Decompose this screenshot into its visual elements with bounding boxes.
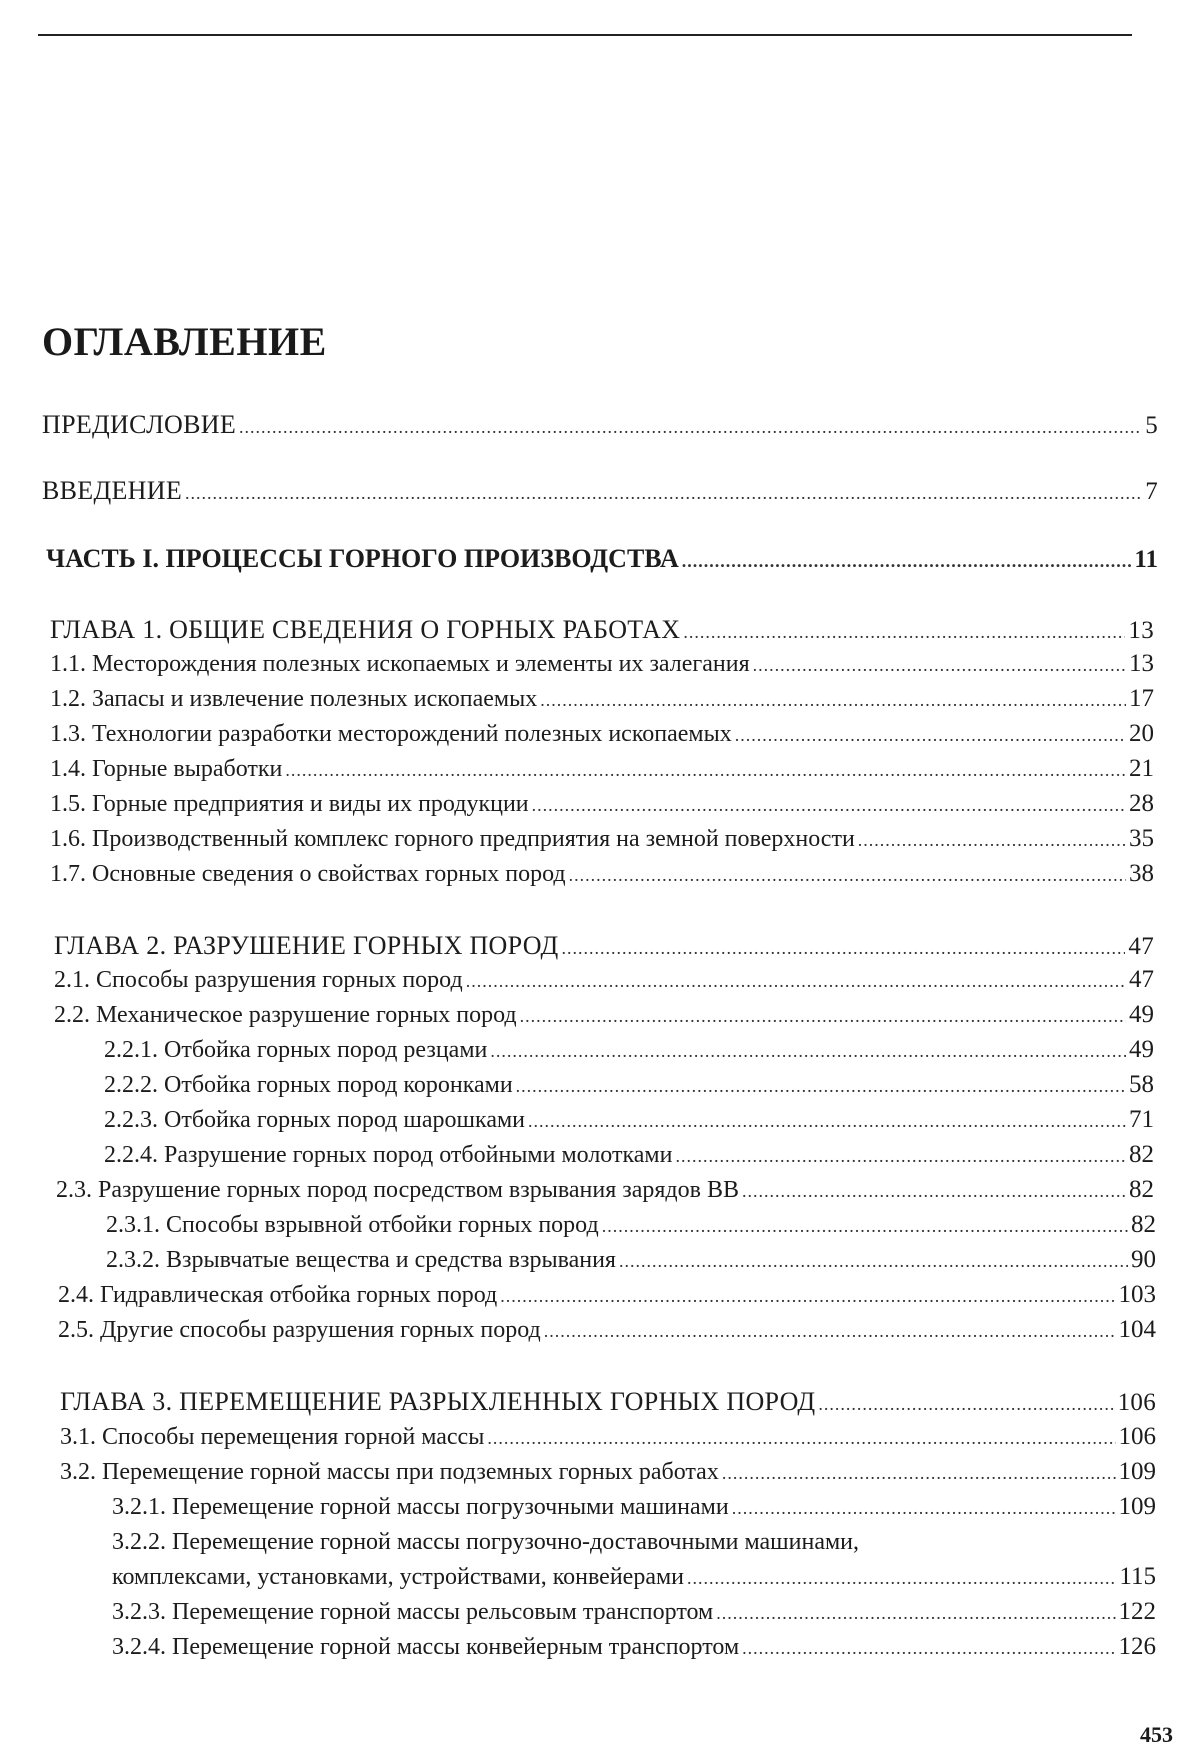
dot-leader — [683, 617, 1125, 647]
toc-page: 122 — [1119, 1597, 1157, 1627]
toc-page: 103 — [1119, 1280, 1157, 1310]
toc-entry-subsection[interactable] — [104, 1140, 1154, 1171]
dot-leader — [490, 1036, 1126, 1066]
dot-leader — [687, 1563, 1116, 1593]
dot-leader — [516, 1071, 1126, 1101]
toc-entry-section[interactable] — [58, 1280, 1156, 1311]
dot-leader — [185, 478, 1142, 508]
dot-leader — [753, 650, 1126, 680]
toc-label: 2.2.4. Разрушение горных пород отбойными молотками — [104, 1140, 672, 1170]
toc-page: 11 — [1134, 545, 1158, 575]
toc-entry-subsection[interactable] — [112, 1562, 1156, 1593]
toc-entry-section[interactable] — [54, 965, 1154, 996]
toc-page: 106 — [1119, 1422, 1157, 1452]
dot-leader — [239, 412, 1142, 442]
dot-leader — [735, 720, 1126, 750]
dot-leader — [466, 966, 1126, 996]
toc-page: 82 — [1131, 1210, 1156, 1240]
toc-page: 17 — [1129, 684, 1154, 714]
toc-label: 1.7. Основные сведения о свойствах горных пород — [50, 859, 566, 889]
dot-leader — [500, 1281, 1115, 1311]
dot-leader — [858, 825, 1126, 855]
toc-entry-section[interactable] — [50, 789, 1154, 820]
toc-entry-subsection[interactable] — [112, 1597, 1156, 1628]
toc-page: 47 — [1129, 965, 1154, 995]
toc-label: ГЛАВА 3. ПЕРЕМЕЩЕНИЕ РАЗРЫХЛЕННЫХ ГОРНЫХ ПОРОД — [60, 1387, 815, 1417]
toc-label: 1.6. Производственный комплекс горного предприятия на земной поверхности — [50, 824, 855, 854]
toc-entry-section[interactable] — [50, 859, 1154, 890]
toc-label: ГЛАВА 2. РАЗРУШЕНИЕ ГОРНЫХ ПОРОД — [54, 931, 559, 961]
dot-leader — [562, 933, 1126, 963]
toc-entry-part1[interactable] — [46, 544, 1158, 576]
toc-label: 1.4. Горные выработки — [50, 754, 282, 784]
toc-page: 13 — [1129, 649, 1154, 679]
toc-entry-section[interactable] — [56, 1175, 1154, 1206]
toc-entry-ch2[interactable] — [54, 931, 1154, 963]
dot-leader — [532, 790, 1126, 820]
toc-label: 2.2. Механическое разрушение горных пород — [54, 1000, 517, 1030]
dot-leader — [285, 755, 1126, 785]
toc-entry-ch3[interactable] — [60, 1387, 1156, 1419]
dot-leader — [520, 1001, 1126, 1031]
toc-label: 2.3.1. Способы взрывной отбойки горных пород — [106, 1210, 599, 1240]
dot-leader — [742, 1633, 1115, 1663]
toc-label: 2.1. Способы разрушения горных пород — [54, 965, 463, 995]
toc-entry-preface[interactable] — [42, 410, 1158, 442]
toc-label: 2.3. Разрушение горных пород посредством взрывания зарядов ВВ — [56, 1175, 739, 1205]
dot-leader — [818, 1389, 1114, 1419]
toc-page: 58 — [1129, 1070, 1154, 1100]
toc-label: 3.2. Перемещение горной массы при подземных горных работах — [60, 1457, 719, 1487]
top-rule — [38, 34, 1132, 36]
toc-page: 109 — [1119, 1457, 1157, 1487]
toc-page: 38 — [1129, 859, 1154, 889]
toc-page: 35 — [1129, 824, 1154, 854]
dot-leader — [487, 1423, 1115, 1453]
toc-label: 3.2.1. Перемещение горной массы погрузочными машинами — [112, 1492, 729, 1522]
toc-page: 106 — [1118, 1388, 1156, 1418]
dot-leader — [716, 1598, 1115, 1628]
toc-entry-subsection[interactable] — [104, 1105, 1154, 1136]
toc-page: 20 — [1129, 719, 1154, 749]
toc-page: 126 — [1119, 1632, 1157, 1662]
dot-leader — [602, 1211, 1128, 1241]
toc-page: 49 — [1129, 1000, 1154, 1030]
toc-page: 5 — [1145, 411, 1158, 441]
toc-page: 104 — [1119, 1315, 1157, 1345]
toc-entry-section[interactable] — [50, 684, 1154, 715]
toc-label: комплексами, установками, устройствами, конвейерами — [112, 1562, 684, 1592]
dot-leader — [619, 1246, 1128, 1276]
page-number: 453 — [1140, 1722, 1173, 1748]
toc-entry-section[interactable] — [50, 649, 1154, 680]
toc-page: 49 — [1129, 1035, 1154, 1065]
toc-label: ПРЕДИСЛОВИЕ — [42, 410, 236, 440]
dot-leader — [732, 1493, 1116, 1523]
toc-label: 2.4. Гидравлическая отбойка горных пород — [58, 1280, 497, 1310]
toc-label: ВВЕДЕНИЕ — [42, 476, 182, 506]
toc-label: 2.2.3. Отбойка горных пород шарошками — [104, 1105, 525, 1135]
toc-label: 2.2.1. Отбойка горных пород резцами — [104, 1035, 487, 1065]
dot-leader — [742, 1176, 1126, 1206]
toc-page: 109 — [1119, 1492, 1157, 1522]
dot-leader — [722, 1458, 1116, 1488]
toc-label: 2.5. Другие способы разрушения горных пород — [58, 1315, 541, 1345]
toc-page: 82 — [1129, 1140, 1154, 1170]
toc-page: 71 — [1129, 1105, 1154, 1135]
toc-entry-subsection[interactable] — [104, 1070, 1154, 1101]
toc-label: 1.3. Технологии разработки месторождений полезных ископаемых — [50, 719, 732, 749]
toc-label: 3.1. Способы перемещения горной массы — [60, 1422, 484, 1452]
toc-entry-section[interactable] — [50, 719, 1154, 750]
toc-page: 82 — [1129, 1175, 1154, 1205]
dot-leader — [682, 546, 1132, 576]
toc-entry-subsection[interactable] — [104, 1035, 1154, 1066]
toc-entry-section[interactable] — [60, 1457, 1156, 1488]
toc-page: 28 — [1129, 789, 1154, 819]
toc-entry-subsection[interactable] — [106, 1245, 1156, 1276]
toc-label: 1.2. Запасы и извлечение полезных ископаемых — [50, 684, 537, 714]
toc-label: 3.2.3. Перемещение горной массы рельсовым транспортом — [112, 1597, 713, 1627]
toc-label: ГЛАВА 1. ОБЩИЕ СВЕДЕНИЯ О ГОРНЫХ РАБОТАХ — [50, 615, 680, 645]
toc-page: 13 — [1128, 616, 1154, 646]
dot-leader — [675, 1141, 1126, 1171]
toc-entry-section[interactable] — [58, 1315, 1156, 1346]
toc-label: ЧАСТЬ I. ПРОЦЕССЫ ГОРНОГО ПРОИЗВОДСТВА — [46, 544, 679, 574]
dot-leader — [540, 685, 1126, 715]
toc-label: 2.3.2. Взрывчатые вещества и средства взрывания — [106, 1245, 616, 1275]
toc-page: 21 — [1129, 754, 1154, 784]
toc-entry-intro[interactable] — [42, 476, 1158, 508]
toc-label: 1.5. Горные предприятия и виды их продукции — [50, 789, 529, 819]
dot-leader — [569, 860, 1126, 890]
toc-entry-section[interactable] — [50, 824, 1154, 855]
toc-entry-subsection[interactable] — [106, 1210, 1156, 1241]
dot-leader — [544, 1316, 1116, 1346]
toc-entry-section[interactable] — [54, 1000, 1154, 1031]
toc-page: 115 — [1119, 1562, 1156, 1592]
toc-label: 1.1. Месторождения полезных ископаемых и элементы их залегания — [50, 649, 750, 679]
dot-leader — [528, 1106, 1126, 1136]
toc-label: 2.2.2. Отбойка горных пород коронками — [104, 1070, 513, 1100]
toc-entry-section[interactable] — [60, 1422, 1156, 1453]
page-title: ОГЛАВЛЕНИЕ — [42, 318, 327, 365]
toc-page: 90 — [1131, 1245, 1156, 1275]
toc-entry-section[interactable] — [50, 754, 1154, 785]
toc-label: 3.2.4. Перемещение горной массы конвейерным транспортом — [112, 1632, 739, 1662]
toc-page: 47 — [1128, 932, 1154, 962]
toc-entry-subsection[interactable] — [112, 1632, 1156, 1663]
toc-page: 7 — [1145, 477, 1158, 507]
toc-entry-subsection-line1[interactable]: 3.2.2. Перемещение горной массы погрузочно-доставочными машинами, — [112, 1527, 859, 1557]
toc-entry-subsection[interactable] — [112, 1492, 1156, 1523]
toc-entry-ch1[interactable] — [50, 615, 1154, 647]
